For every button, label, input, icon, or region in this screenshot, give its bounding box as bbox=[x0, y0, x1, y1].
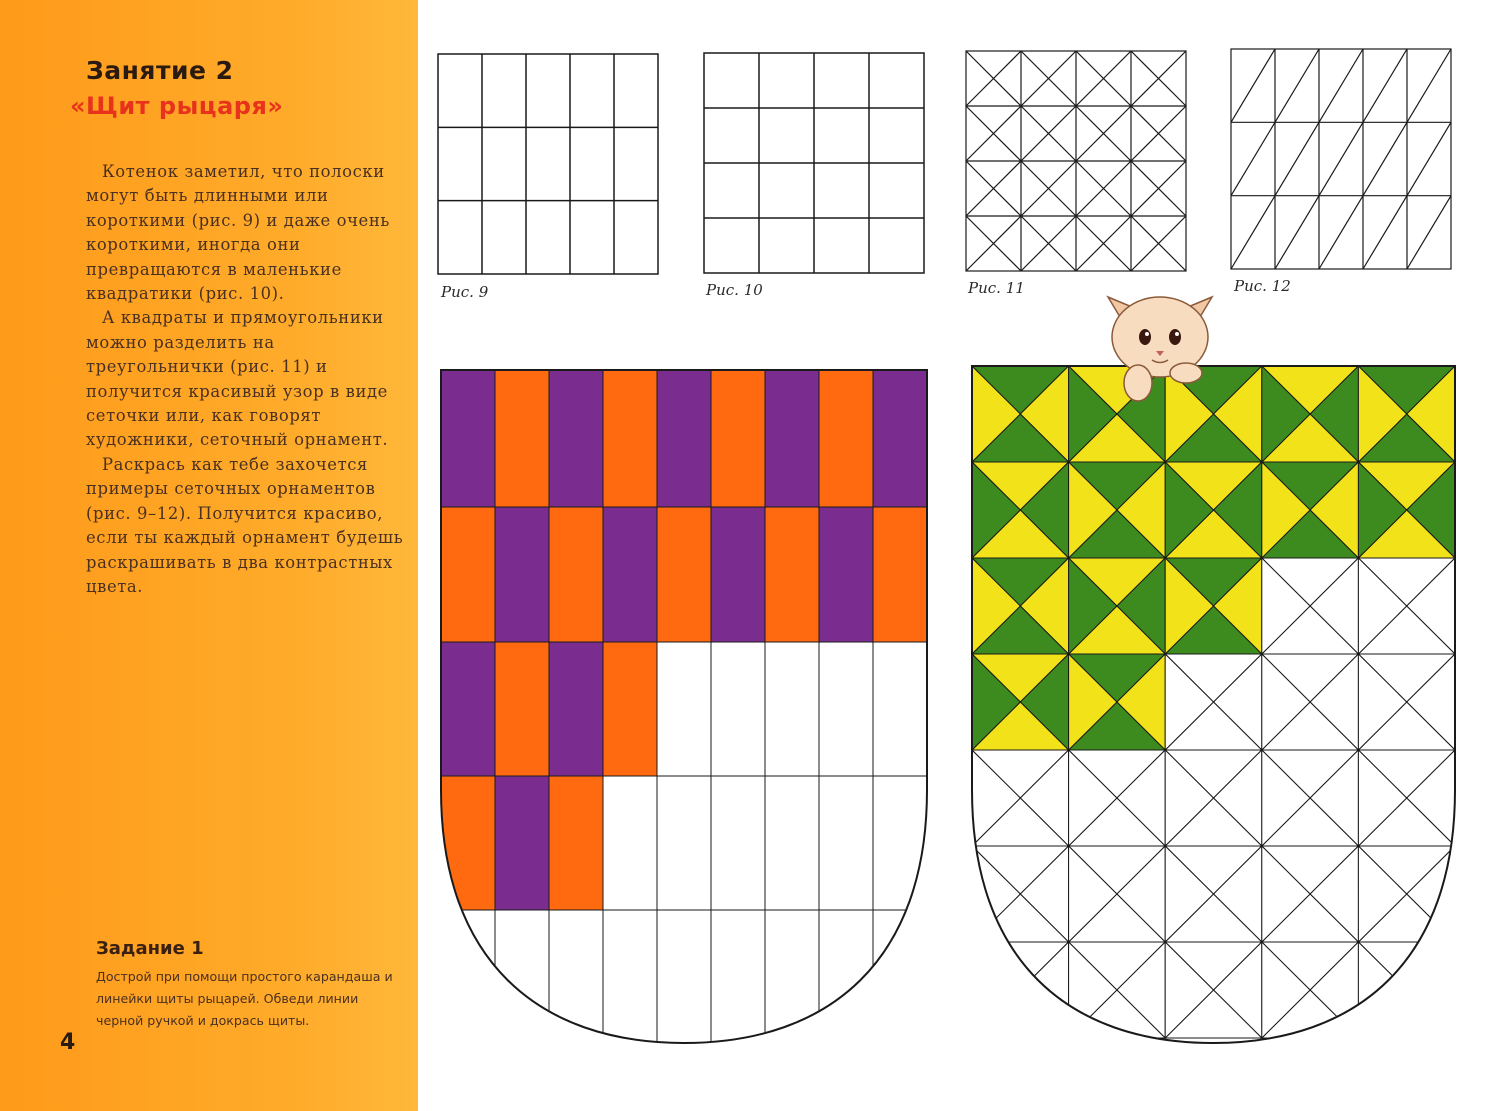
shield-stripe-cell bbox=[819, 910, 873, 1050]
figure-11-grid bbox=[966, 51, 1186, 271]
shield-stripe-cell bbox=[441, 642, 495, 776]
task-heading: Задание 1 bbox=[96, 938, 204, 959]
figure-12-grid bbox=[1231, 49, 1451, 269]
shield-stripe-cell bbox=[819, 642, 873, 776]
figure-12-caption: Рис. 12 bbox=[1234, 277, 1291, 295]
lesson-title: «Щит рыцаря» bbox=[70, 92, 284, 120]
figure-11-caption: Рис. 11 bbox=[968, 279, 1025, 297]
shield-stripe-cell bbox=[819, 370, 873, 507]
shield-stripe-cell bbox=[711, 642, 765, 776]
shield-stripe-cell bbox=[495, 507, 549, 642]
shield-stripe-cell bbox=[711, 370, 765, 507]
shield-triangle-cell bbox=[972, 942, 1020, 1038]
shield-stripe-cell bbox=[657, 507, 711, 642]
paragraph: Раскрась как тебе захочется примеры сеточных орнаментов (рис. 9–12). Получится красиво, если ты каждый орнамент будешь раскрашивать в два контрастных цвета. bbox=[86, 454, 404, 596]
shield-stripe-cell bbox=[549, 370, 603, 507]
shield-stripe-cell bbox=[873, 370, 927, 507]
shield-stripe-cell bbox=[495, 370, 549, 507]
shield-triangle-cell bbox=[1407, 942, 1455, 1038]
shield-stripe-cell bbox=[873, 642, 927, 776]
shield-stripe-cell bbox=[441, 370, 495, 507]
shield-stripe-cell bbox=[711, 507, 765, 642]
shield-stripe-cell bbox=[657, 370, 711, 507]
shield-stripe-cell bbox=[765, 370, 819, 507]
shield-stripe-cell bbox=[873, 507, 927, 642]
shield-triangles bbox=[972, 366, 1455, 1046]
figure-10-grid bbox=[704, 53, 924, 273]
shield-stripe-cell bbox=[873, 910, 927, 1050]
shield-stripe-cell bbox=[603, 910, 657, 1050]
shield-stripe-cell bbox=[549, 910, 603, 1050]
lesson-number: Занятие 2 bbox=[86, 56, 234, 85]
shield-stripe-cell bbox=[819, 507, 873, 642]
shield-stripe-cell bbox=[765, 642, 819, 776]
paragraph: А квадраты и прямоугольники можно разделить на треугольнички (рис. 11) и получится красивый узор в виде сеточки или, как говорят художники, сеточный орнамент. bbox=[86, 308, 389, 450]
figure-9-grid bbox=[438, 54, 658, 274]
page-number: 4 bbox=[60, 1030, 76, 1055]
shield-stripe-cell bbox=[549, 776, 603, 910]
shield-stripe-cell bbox=[657, 776, 711, 910]
shield-stripe-cell bbox=[495, 776, 549, 910]
shield-stripe-cell bbox=[657, 642, 711, 776]
shield-stripe-cell bbox=[657, 910, 711, 1050]
shield-stripe-cell bbox=[603, 642, 657, 776]
shield-stripe-cell bbox=[873, 776, 927, 910]
shield-stripe-cell bbox=[549, 507, 603, 642]
shield-stripes bbox=[441, 370, 927, 1050]
shield-stripe-cell bbox=[711, 910, 765, 1050]
shield-stripe-cell bbox=[441, 776, 495, 910]
task-text: Дострой при помощи простого карандаша и линейки щиты рыцарей. Обведи линии черной ручкой и докрась щиты. bbox=[96, 969, 393, 1028]
shield-stripe-cell bbox=[603, 776, 657, 910]
shield-stripe-cell bbox=[549, 642, 603, 776]
shield-stripe-cell bbox=[441, 507, 495, 642]
shield-stripe-cell bbox=[441, 910, 495, 1050]
shield-stripe-cell bbox=[495, 910, 549, 1050]
figure-9-caption: Рис. 9 bbox=[441, 283, 489, 301]
paragraph: Котенок заметил, что полоски могут быть длинными или короткими (рис. 9) и даже очень короткими, иногда они превращаются в маленькие квадратики (рис. 10). bbox=[86, 162, 390, 304]
figure-10-caption: Рис. 10 bbox=[706, 281, 763, 299]
shield-stripe-cell bbox=[765, 507, 819, 642]
shield-stripe-cell bbox=[495, 642, 549, 776]
shield-stripe-cell bbox=[711, 776, 765, 910]
shield-stripe-cell bbox=[765, 776, 819, 910]
shield-stripe-cell bbox=[819, 776, 873, 910]
shield-triangle-cell bbox=[972, 990, 1069, 1038]
shield-stripe-cell bbox=[603, 507, 657, 642]
shield-stripe-cell bbox=[603, 370, 657, 507]
shield-stripe-cell bbox=[765, 910, 819, 1050]
shield-triangle-cell bbox=[1358, 990, 1455, 1038]
